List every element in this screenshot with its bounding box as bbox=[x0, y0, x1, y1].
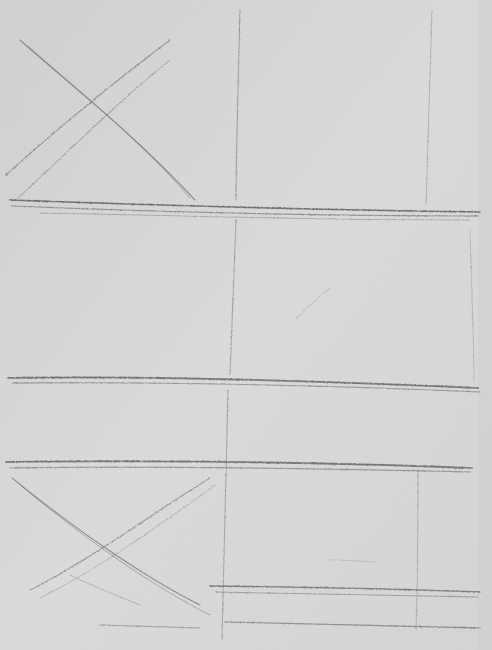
right-edge-shadow bbox=[478, 0, 492, 650]
